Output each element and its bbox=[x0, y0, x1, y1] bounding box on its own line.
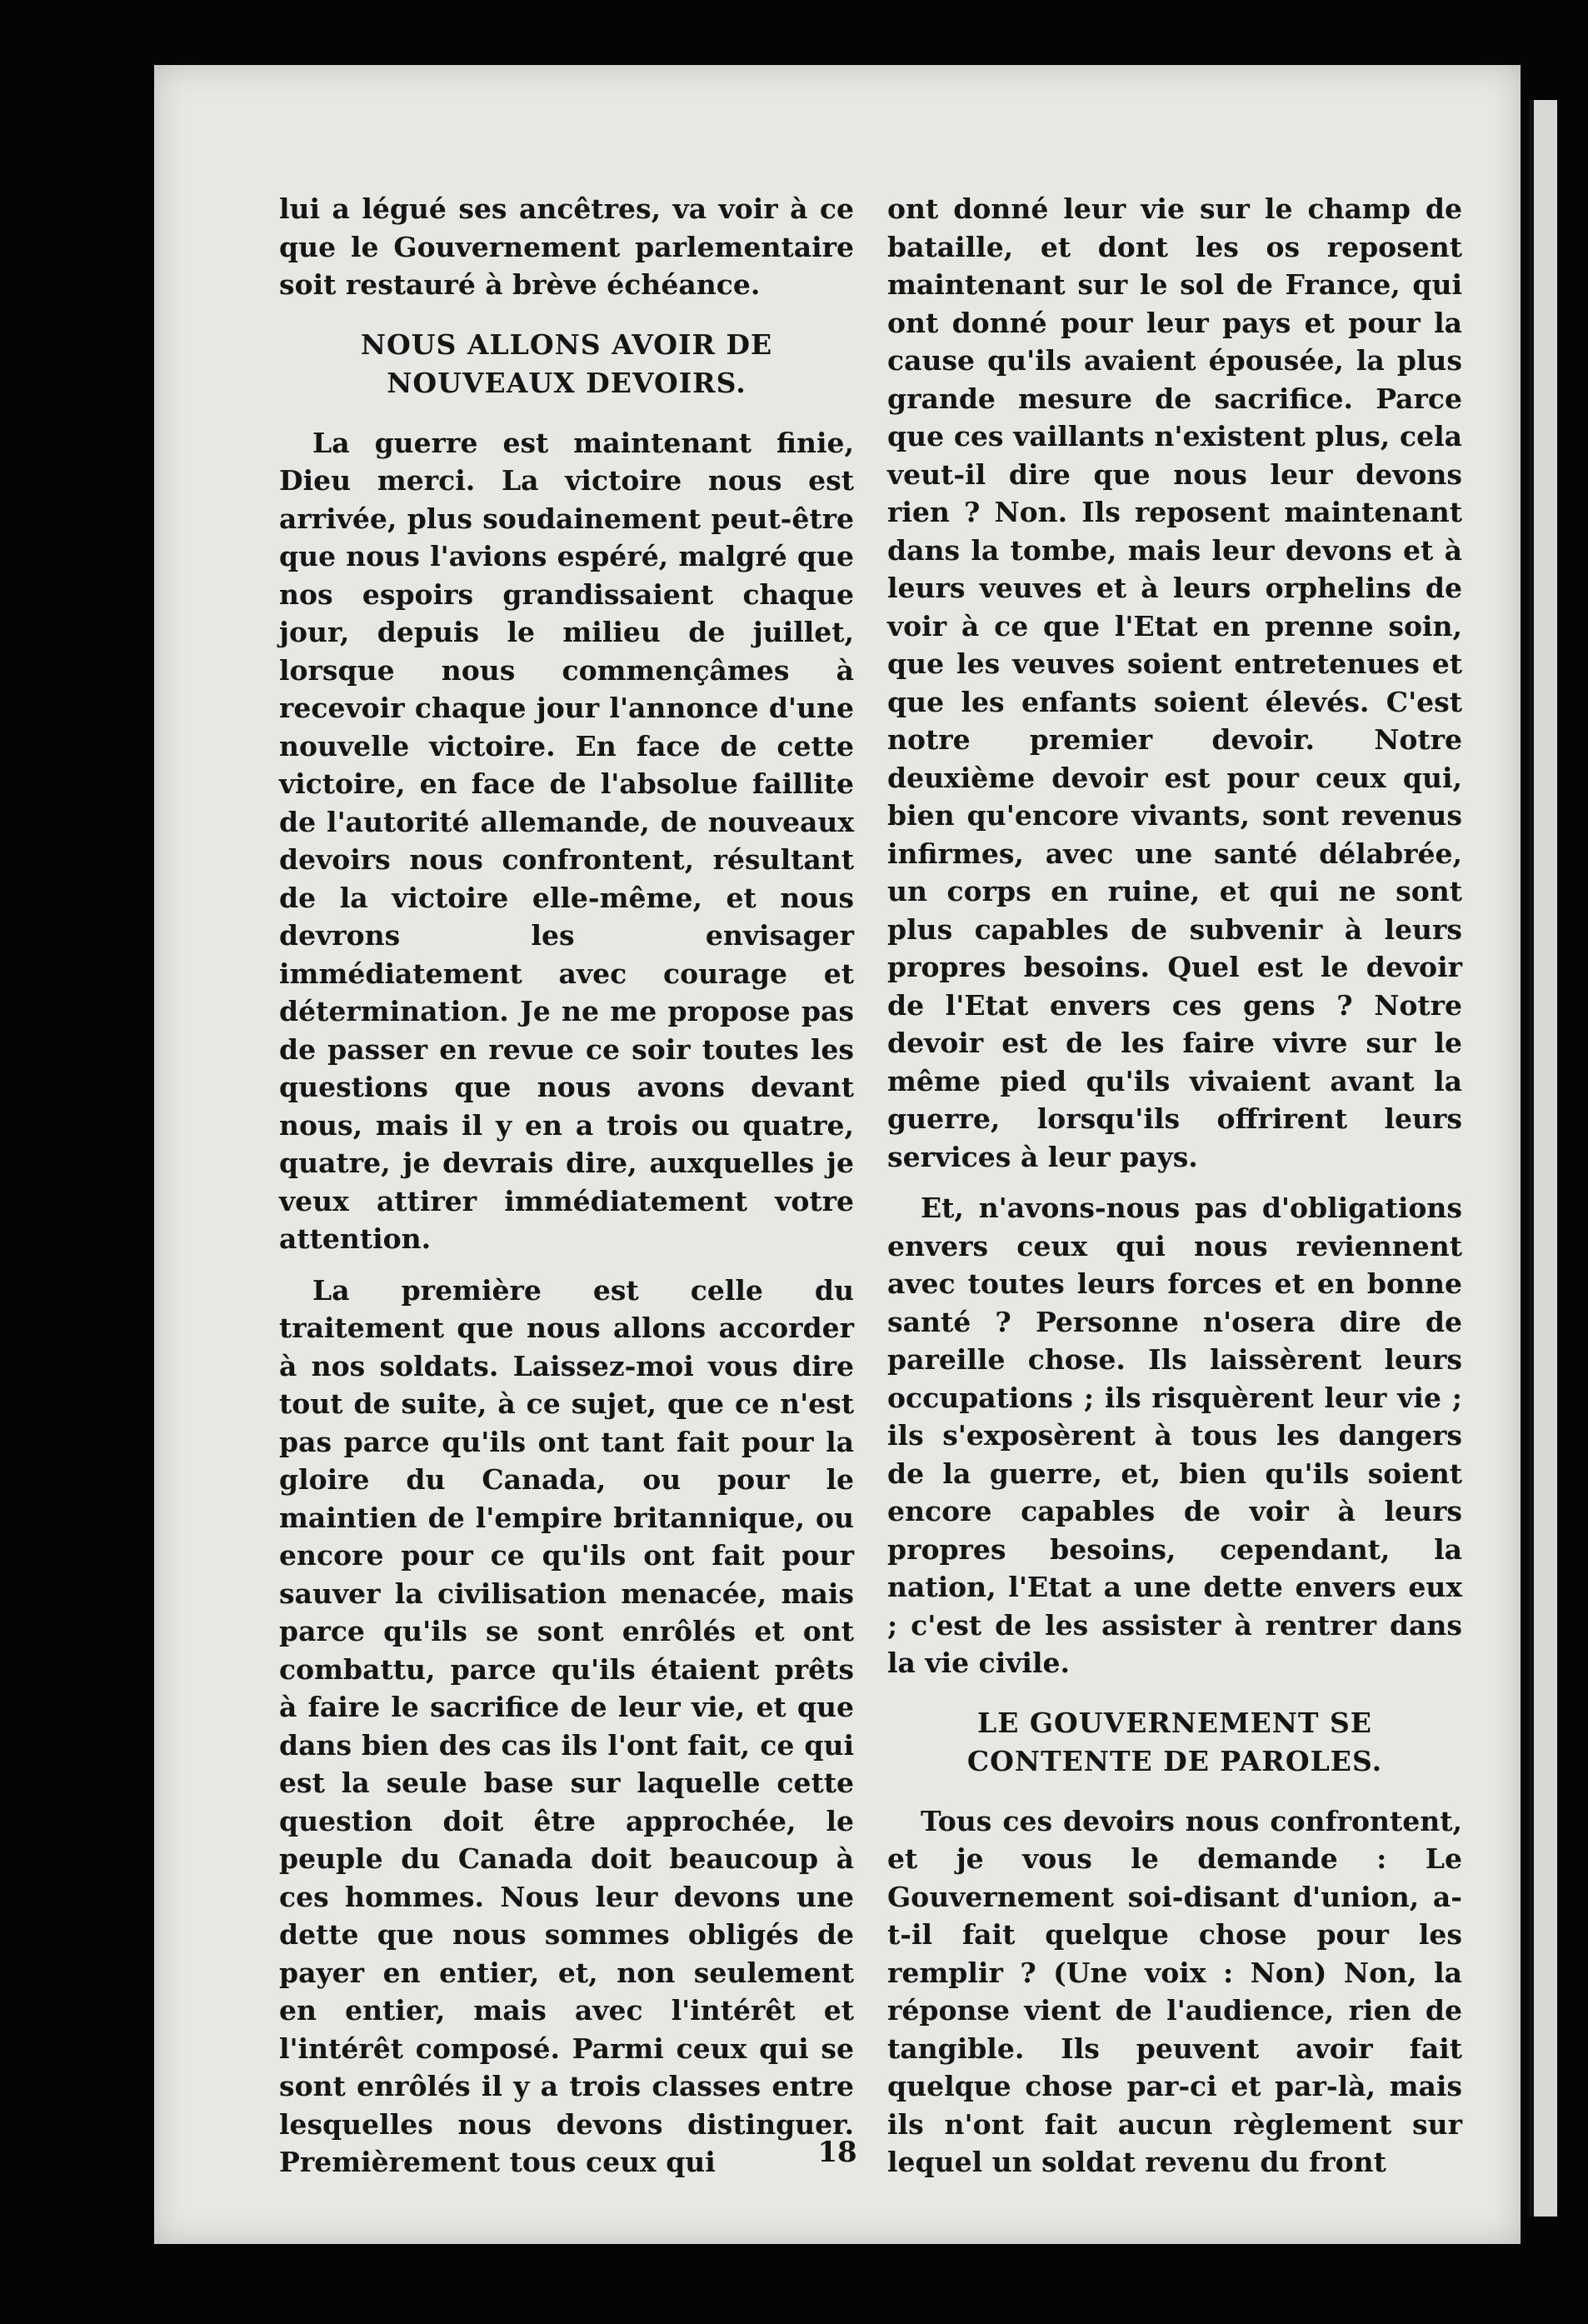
right-paragraph-3: Tous ces devoirs nous confrontent, et je vous le demande : Le Gouvernement soi-disant d'union, a-t-il fait quelque chose pour les remplir ? (Une voix : Non) Non, la réponse vient de l'audience, rien de tangible. Ils peuvent avoir fait quelque chose par-ci et par-là, mais ils n'ont fait aucun règlement sur lequel un soldat revenu du front bbox=[887, 1804, 1462, 2178]
document-page bbox=[154, 65, 1521, 2244]
right-paragraph-1: ont donné leur vie sur le champ de bataille, et dont les os reposent maintenant sur le sol de France, qui ont donné pour leur pays et pour la cause qu'ils avaient épousée, la plus grande mesure de sacrifice. Parce que ces vaillants n'existent plus, cela veut-il dire que nous leur devons rien ? Non. Ils reposent maintenant dans la tombe, mais leur devons et à leurs veuves et à leurs orphelins de voir à ce que l'Etat en prenne soin, que les veuves soient entretenues et que les enfants soient élevés. C'est notre premier devoir. Notre deuxième devoir est pour ceux qui, bien qu'encore vivants, sont revenus infirmes, avec une santé délabrée, un corps en ruine, et qui ne sont plus capables de subvenir à leurs propres besoins. Quel est le devoir de l'Etat envers ces gens ? Notre devoir est de les faire vivre sur le même pied qu'ils vivaient avant la guerre, lorsqu'ils offrirent leurs services à leur pays. bbox=[887, 192, 1462, 1173]
section-heading-gouvernement: LE GOUVERNEMENT SE CONTENTE DE PAROLES. bbox=[966, 1706, 1383, 1777]
left-paragraph-2: La première est celle du traitement que nous allons accorder à nos soldats. Laissez-moi vous dire tout de suite, à ce sujet, que ce n'est pas parce qu'ils ont tant fait pour la gloire du Canada, ou pour le maintien de l'empire britannique, ou encore pour ce qu'ils ont fait pour sauver la civilisation menacée, mais parce qu'ils se sont enrôlés et ont combattu, parce qu'ils étaient prêts à faire le sacrifice de leur vie, et que dans bien des cas ils l'ont fait, ce qui est la seule base sur laquelle cette question doit être approchée, le peuple du Canada doit beaucoup à ces hommes. Nous leur devons une dette que nous sommes obligés de payer en entier, et, non seulement en entier, mais avec l'intérêt et l'intérêt composé. Parmi ceux qui se sont enrôlés il y a trois classes entre lesquelles nous devons distinguer. Premièrement tous ceux qui bbox=[279, 1273, 854, 2178]
left-paragraph-continuation: lui a légué ses ancêtres, va voir à ce que le Gouvernement parlementaire soit restauré à brève échéance. bbox=[279, 192, 854, 301]
right-paragraph-2: Et, n'avons-nous pas d'obligations envers ceux qui nous reviennent avec toutes leurs forces et en bonne santé ? Personne n'osera dire de pareille chose. Ils laissèrent leurs occupations ; ils risquèrent leur vie ; ils s'exposèrent à tous les dangers de la guerre, et, bien qu'ils soient encore capables de voir à leurs propres besoins, cependant, la nation, l'Etat a une dette envers eux ; c'est de les assister à rentrer dans la vie civile. bbox=[887, 1192, 1462, 1679]
right-column bbox=[887, 190, 1462, 2195]
left-column bbox=[279, 190, 854, 2195]
section-heading-nouveaux-devoirs: NOUS ALLONS AVOIR DE NOUVEAUX DEVOIRS. bbox=[360, 327, 773, 399]
page-number: 18 bbox=[817, 2136, 857, 2169]
left-paragraph-1: La guerre est maintenant finie, Dieu merci. La victoire nous est arrivée, plus soudainement peut-être que nous l'avions espéré, malgré que nos espoirs grandissaient chaque jour, depuis le milieu de juillet, lorsque nous commençâmes à recevoir chaque jour l'annonce d'une nouvelle victoire. En face de cette victoire, en face de l'absolue faillite de l'autorité allemande, de nouveaux devoirs nous confrontent, résultant de la victoire elle-même, et nous devrons les envisager immédiatement avec courage et détermination. Je ne me propose pas de passer en revue ce soir toutes les questions que nous avons devant nous, mais il y en a trois ou quatre, quatre, je devrais dire, auxquelles je veux attirer immédiatement votre attention. bbox=[279, 426, 854, 1255]
next-page-edge bbox=[1529, 100, 1557, 2217]
